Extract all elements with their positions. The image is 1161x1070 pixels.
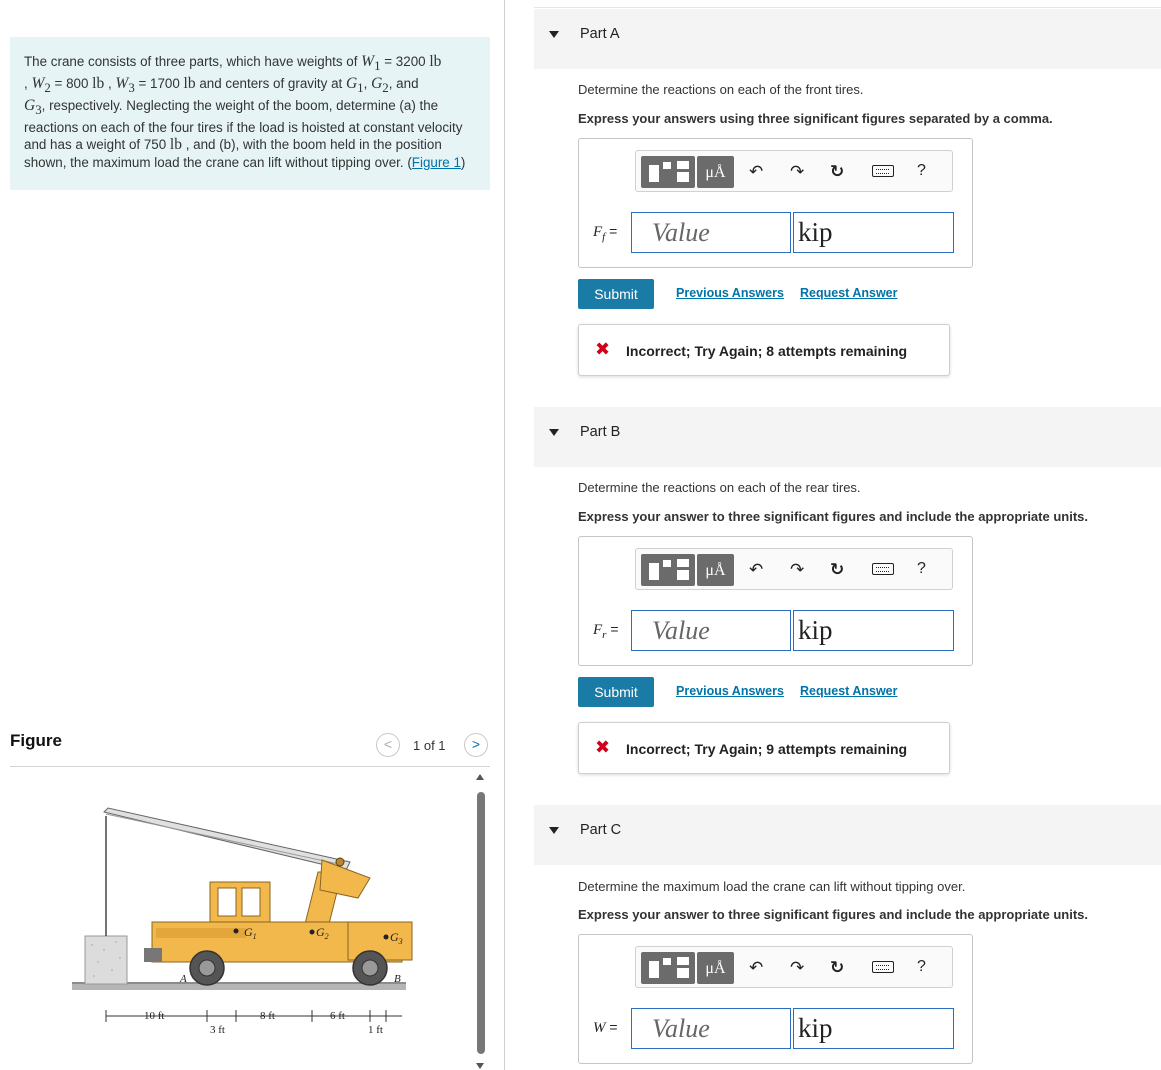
reset-icon[interactable]: ↻: [830, 560, 845, 579]
part-a-feedback-message: Incorrect; Try Again; 8 attempts remaining: [626, 343, 908, 359]
label-b: B: [394, 973, 401, 985]
redo-icon[interactable]: ↷: [790, 958, 805, 977]
part-b-instruction: Express your answer to three significant figures and include the appropriate units.: [578, 509, 1088, 524]
column-divider: [504, 0, 505, 1070]
part-b-feedback-message: Incorrect; Try Again; 9 attempts remaining: [626, 741, 908, 757]
math-toolbar: [635, 150, 953, 192]
part-a-instruction: Express your answers using three significant figures separated by a comma.: [578, 111, 1053, 126]
redo-icon[interactable]: ↷: [790, 560, 805, 579]
part-a-answer-box: [578, 138, 973, 268]
previous-figure-button[interactable]: <: [376, 733, 400, 757]
boom: [104, 808, 350, 870]
load-block: [85, 936, 127, 984]
part-b-value-input[interactable]: Value: [631, 610, 791, 651]
scroll-down-arrow[interactable]: [476, 1063, 484, 1069]
part-b-question: Determine the reactions on each of the rear tires.: [578, 480, 861, 495]
incorrect-icon: ✖: [595, 737, 611, 757]
help-icon[interactable]: ?: [917, 162, 926, 179]
part-b-variable-label: $F_r$ =: [593, 621, 619, 641]
units-button[interactable]: μÅ: [697, 156, 734, 188]
top-rule: [534, 7, 1161, 8]
collapse-triangle-icon[interactable]: [549, 429, 559, 436]
var-g3: $G_3$: [24, 96, 42, 117]
var-g2: $G_2$: [371, 74, 389, 95]
collapse-triangle-icon[interactable]: [549, 31, 559, 38]
undo-icon[interactable]: ↶: [749, 958, 764, 977]
figure-link[interactable]: Figure 1: [411, 155, 461, 171]
templates-button[interactable]: [641, 156, 695, 188]
part-a-unit-input[interactable]: kip: [793, 212, 954, 253]
help-icon[interactable]: ?: [917, 958, 926, 975]
figure-scrollbar[interactable]: [477, 792, 485, 1054]
problem-text: The crane consists of three parts, which have weights of: [24, 54, 362, 69]
dim-8ft: 8 ft: [260, 1010, 275, 1022]
units-button[interactable]: μÅ: [697, 554, 734, 586]
keyboard-icon[interactable]: [872, 961, 894, 973]
part-a-value-input[interactable]: Value: [631, 212, 791, 253]
keyboard-icon[interactable]: [872, 563, 894, 575]
part-c-value-input[interactable]: Value: [631, 1008, 791, 1049]
part-a-question: Determine the reactions on each of the front tires.: [578, 82, 864, 97]
figure-title: Figure: [10, 731, 62, 750]
undo-icon[interactable]: ↶: [749, 162, 764, 181]
var-w3: $W_3$: [115, 74, 135, 95]
keyboard-icon[interactable]: [872, 165, 894, 177]
dim-1ft: 1 ft: [368, 1024, 383, 1036]
templates-button[interactable]: [641, 554, 695, 586]
scroll-up-arrow[interactable]: [476, 774, 484, 780]
part-c-variable-label: W =: [593, 1019, 618, 1036]
part-c-question: Determine the maximum load the crane can lift without tipping over.: [578, 879, 966, 894]
part-b-feedback: [578, 722, 950, 774]
part-c-unit-input[interactable]: kip: [793, 1008, 954, 1049]
templates-button[interactable]: [641, 952, 695, 984]
figure-divider: [10, 766, 490, 767]
part-a-submit-button[interactable]: Submit: [578, 279, 654, 309]
problem-statement: The crane consists of three parts, which have weights of $W_1 = 3200$ lb , $W_2 = 800$ lb , $W_3 = 1700$ lb and centers of gravity at $G_1$, $G_2$, and $G_3$, respectively. Neglecting the weight of the boom, determine (a) the reactions on each of the four tires if the load is hoisted at constant velocity and has a weight of 750 lb , and (b), with the boom held in the position shown, the maximum load the crane can lift without tipping over. (Figure 1): [10, 37, 490, 190]
part-b-header[interactable]: [534, 407, 1161, 467]
part-a-feedback: [578, 324, 950, 376]
part-b-previous-answers-link[interactable]: Previous Answers: [676, 684, 784, 698]
var-w2: $W_2$: [31, 74, 51, 95]
label-g2: $G_2$: [316, 925, 329, 941]
part-c-answer-box: [578, 934, 973, 1064]
part-c-instruction: Express your answer to three significant figures and include the appropriate units.: [578, 907, 1088, 922]
var-g1: $G_1$: [345, 74, 364, 95]
var-w1: $W_1$: [361, 53, 381, 74]
part-b-unit-input[interactable]: kip: [793, 610, 954, 651]
part-b-submit-button[interactable]: Submit: [578, 677, 654, 707]
part-b-title: Part B: [580, 424, 621, 440]
label-g1: $G_1$: [244, 925, 257, 941]
help-icon[interactable]: ?: [917, 560, 926, 577]
next-figure-button[interactable]: >: [464, 733, 488, 757]
part-a-header[interactable]: [534, 9, 1161, 69]
part-a-request-answer-link[interactable]: Request Answer: [800, 286, 898, 300]
part-a-variable-label: $F_f$ =: [593, 223, 618, 243]
dim-10ft: 10 ft: [144, 1010, 165, 1022]
rear-tire: [353, 951, 387, 985]
redo-icon[interactable]: ↷: [790, 162, 805, 181]
label-g3: $G_3$: [390, 930, 403, 946]
reset-icon[interactable]: ↻: [830, 958, 845, 977]
math-toolbar: [635, 548, 953, 590]
label-a: A: [180, 973, 187, 985]
figure-counter: 1 of 1: [413, 738, 446, 753]
collapse-triangle-icon[interactable]: [549, 827, 559, 834]
math-toolbar: [635, 946, 953, 988]
part-a-title: Part A: [580, 26, 620, 42]
part-a-previous-answers-link[interactable]: Previous Answers: [676, 286, 784, 300]
front-tire: [190, 951, 224, 985]
dim-3ft: 3 ft: [210, 1024, 225, 1036]
incorrect-icon: ✖: [595, 339, 611, 359]
crane-figure: [60, 790, 420, 1050]
units-button[interactable]: μÅ: [697, 952, 734, 984]
part-b-request-answer-link[interactable]: Request Answer: [800, 684, 898, 698]
ground: [72, 984, 406, 990]
part-c-title: Part C: [580, 822, 622, 838]
dim-6ft: 6 ft: [330, 1010, 345, 1022]
part-c-header[interactable]: [534, 805, 1161, 865]
reset-icon[interactable]: ↻: [830, 162, 845, 181]
undo-icon[interactable]: ↶: [749, 560, 764, 579]
part-b-answer-box: [578, 536, 973, 666]
